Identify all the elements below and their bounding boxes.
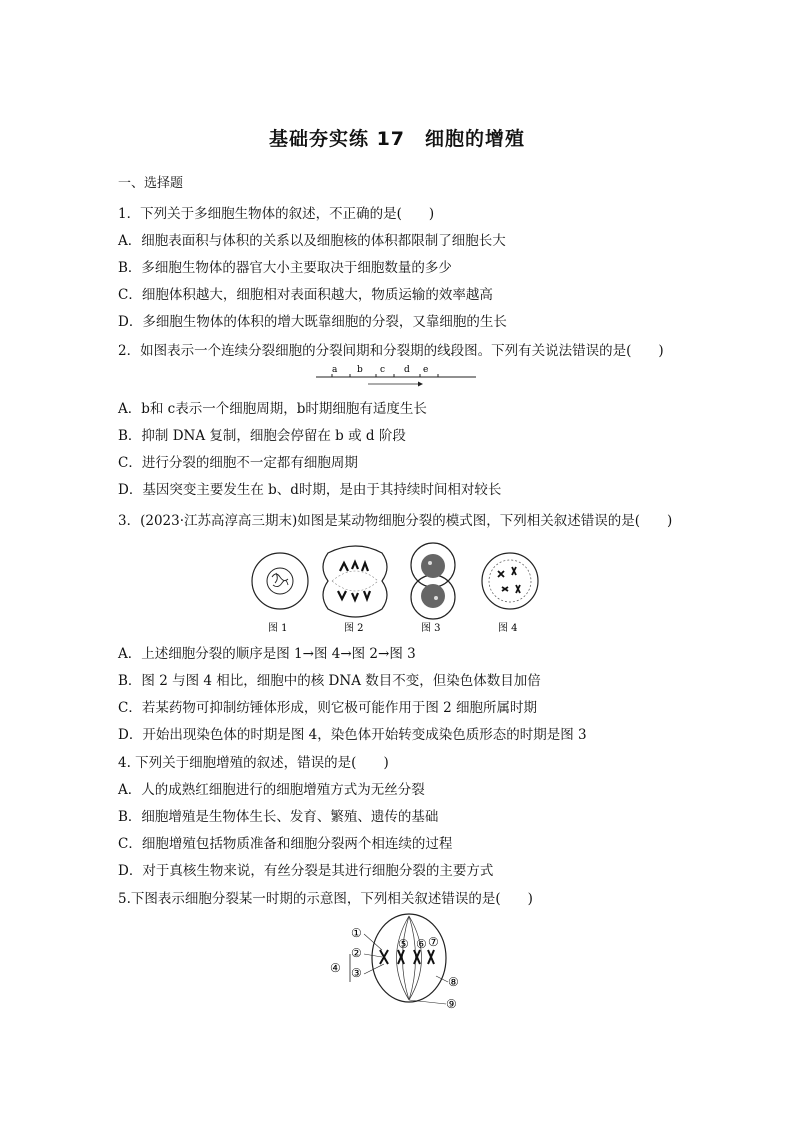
section-heading: 一、选择题 — [118, 176, 184, 191]
question-4-option-d: D．对于真核生物来说，有丝分裂是其进行细胞分裂的主要方式 — [118, 863, 494, 879]
question-3-option-b: B．图 2 与图 4 相比，细胞中的核 DNA 数目不变，但染色体数目加倍 — [118, 673, 541, 689]
question-2-option-a: A．b和 c表示一个细胞周期，b时期细胞有适度生长 — [118, 401, 427, 417]
figure-3-cell — [411, 543, 455, 619]
question-4-option-a: A．人的成熟红细胞进行的细胞增殖方式为无丝分裂 — [118, 782, 425, 798]
question-2-option-d: D．基因突变主要发生在 b、d时期，是由于其持续时间相对较长 — [118, 482, 502, 498]
question-3-option-c: C．若某药物可抑制纺锤体形成，则它极可能作用于图 2 细胞所属时期 — [118, 700, 538, 716]
question-2-option-c: C．进行分裂的细胞不一定都有细胞周期 — [118, 455, 358, 471]
page-title: 基础夯实练 17 细胞的增殖 — [268, 128, 526, 150]
question-4-option-b: B．细胞增殖是生物体生长、发育、繁殖、遗传的基础 — [118, 809, 439, 825]
figure-1-cell — [252, 553, 308, 609]
question-2-option-b: B．抑制 DNA 复制，细胞会停留在 b 或 d 阶段 — [118, 428, 406, 444]
figure-4-cell — [482, 553, 538, 609]
figure-2-cell — [323, 546, 387, 617]
label-6: ⑥ — [416, 937, 427, 951]
question-3-stem: 3．(2023·江苏高淳高三期末)如图是某动物细胞分裂的模式图，下列相关叙述错误的是( ) — [118, 513, 673, 529]
figure-label-3: 图 3 — [421, 623, 441, 634]
segment-label-d: d — [404, 365, 410, 375]
question-1-option-a: A．细胞表面积与体积的关系以及细胞核的体积都限制了细胞长大 — [118, 233, 506, 249]
question-5-stem: 5.下图表示细胞分裂某一时期的示意图，下列相关叙述错误的是( ) — [118, 891, 533, 907]
metaphase-cell-diagram — [324, 912, 474, 1012]
label-9: ⑨ — [446, 997, 457, 1011]
question-2-stem: 2．如图表示一个连续分裂细胞的分裂间期和分裂期的线段图。下列有关说法错误的是( ) — [118, 343, 664, 359]
label-8: ⑧ — [448, 975, 459, 989]
question-4-stem: 4. 下列关于细胞增殖的叙述，错误的是( ) — [118, 755, 389, 771]
figure-label-2: 图 2 — [344, 623, 364, 634]
label-3: ③ — [351, 966, 362, 980]
question-1-option-b: B．多细胞生物体的器官大小主要取决于细胞数量的多少 — [118, 260, 452, 276]
cell-division-figures — [240, 541, 540, 636]
question-3-option-d: D．开始出现染色体的时期是图 4，染色体开始转变成染色质形态的时期是图 3 — [118, 727, 587, 743]
figure-label-1: 图 1 — [268, 623, 288, 634]
label-4: ④ — [330, 961, 341, 975]
question-1-stem: 1．下列关于多细胞生物体的叙述，不正确的是( ) — [118, 206, 435, 222]
question-4-option-c: C．细胞增殖包括物质准备和细胞分裂两个相连续的过程 — [118, 836, 453, 852]
segment-label-a: a — [332, 365, 338, 375]
label-1: ① — [351, 926, 362, 940]
segment-label-b: b — [357, 365, 363, 375]
segment-label-e: e — [423, 365, 429, 375]
label-5: ⑤ — [398, 937, 409, 951]
question-1-option-d: D．多细胞生物体的体积的增大既靠细胞的分裂，又靠细胞的生长 — [118, 314, 507, 330]
label-2: ② — [351, 946, 362, 960]
question-1-option-c: C．细胞体积越大，细胞相对表面积越大，物质运输的效率越高 — [118, 287, 493, 303]
question-3-option-a: A．上述细胞分裂的顺序是图 1→图 4→图 2→图 3 — [118, 646, 416, 662]
segment-label-c: c — [380, 365, 386, 375]
cell-cycle-segment-diagram — [312, 362, 482, 388]
label-7: ⑦ — [428, 935, 439, 949]
figure-label-4: 图 4 — [498, 623, 518, 634]
